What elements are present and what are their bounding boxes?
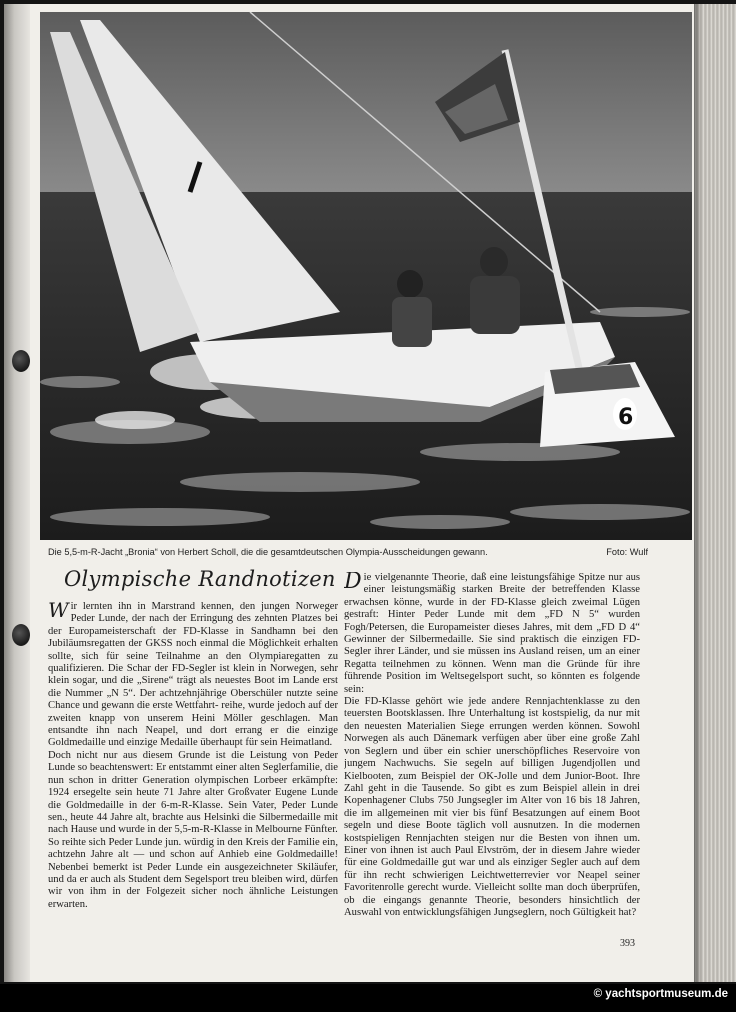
article-column-left — [48, 601, 338, 931]
photo-credit: Foto: Wulf — [606, 547, 648, 557]
article-title: Olympische Randnotizen — [64, 567, 336, 591]
paragraph: ir lernten ihn in Marstrand kennen, den jungen Norweger Peder Lunde, der nach der Erringung des zehnten Platzes bei der Europameisterschaft der FD-Klasse in Sandhamn bei den Jubiläumsregatten der GKSS noch einmal die Möglichkeit erhalten sollte, sich für seine Teilnahme an den Olympiaregatten zu qualifizieren. Die Schar der FD-Segler ist klein in Norwegen, sehr klein sogar, und die „Sirene“ trägt als neuestes Boot im Lande erst die Nummer „N 5“. Der achtzehnjährige Oberschüler nutzte seine Chance und gewann die erste Wettfahrt- reihe, wurde jedoch auf der zweiten knapp von unserem Heini Möller geschlagen. Man entsandte ihn nach Neapel, und dort errang er die einzige Goldmedaille und einzige Medaille überhaupt für sein Heimatland. — [48, 601, 338, 749]
drop-cap: D — [344, 572, 362, 594]
watermark: © yachtsportmuseum.de — [593, 988, 728, 1000]
sailing-photo — [40, 12, 692, 540]
photo-caption — [48, 547, 648, 561]
paragraph: Die FD-Klasse gehört wie jede andere Rennjachtenklasse zu den teuersten Bootsklassen. Ihre Unterhaltung ist kostspielig, da nur mit den neuesten Materialien Siege errungen werden können. Sowohl Norwegen als auch Dänemark verfügen aber über eine große Zahl von Seglern und über ein schier unerschöpfliches Reservoire von jungem Nachwuchs. Sie segeln auf billigen Jugendjollen und Kielbooten, zum Beispiel der OK-Jolle und dem Junior-Boot. Ihre Zahl geht in die Tausende. So gibt es zum Beispiel allein in drei Kopenhagener Clubs 750 Jungsegler im Alter von 16 bis 18 Jahren, die im allgemeinen mit vier bis fünf Besatzungen auf einem Boot segeln und diese Boote täglich voll ausnutzen. In die modernen kostspieligen Rennjachten steigen nur die Besten von ihnen um. Einer von ihnen ist auch Paul Elvström, der in diesem Jahre wieder für eine Goldmedaille gut war und als einziger Segler auch auf dem für ihn recht schwierigen Leichtwetterrevier vor Neapel seiner Favoritenrolle gerecht wurde. Vielleicht sollte man doch überprüfen, ob die eingangs genannte Theorie, besonders hinsichtlich der Auswahl von entwicklungsfähigen Jungseglern, noch Gültigkeit hat? — [344, 696, 640, 918]
page-gutter — [4, 4, 30, 982]
article-column-right — [344, 572, 640, 932]
binding-hole — [12, 350, 30, 372]
paragraph: Doch nicht nur aus diesem Grunde ist die Leistung von Peder Lunde so beachtenswert: Er entstammt einer alten Seglerfamilie, die nun schon in dritter Generation olympischen Lorbeer erkämpfte: 1924 ersegelte sein heute 71 Jahre alter Großvater Eugene Lunde die Goldmedaille in der 6-m-R-Klasse. Sein Vater, Peder Lunde sen., heute 44 Jahre alt, brachte aus Helsinki die Silbermedaille mit nach Hause und wurde in der 5,5-m-R-Klasse in Melbourne Fünfter. — [48, 749, 338, 836]
magazine-page — [4, 4, 694, 982]
page-number: 393 — [620, 938, 635, 949]
buoy-number: 6 — [618, 405, 634, 430]
paragraph: So reihte sich Peder Lunde jun. würdig in den Kreis der Familie ein, achtzehn Jahre alt — und schon auf Anhieb eine Goldmedaille! Nebenbei bemerkt ist Peder Lunde ein ausgezeichneter Skiläufer, und da er auch als Student dem Segelsport treu bleiben wird, dürfen wir von ihm in der Folgezeit sicher noch ähnliche Leistungen erwarten. — [48, 836, 338, 910]
drop-cap: W — [48, 601, 69, 622]
paragraph: ie vielgenannte Theorie, daß eine leistungsfähige Spitze nur aus einer leistungsmäßig starken Breite der betreffenden Klasse erwachsen könne, wurde in der FD-Klasse gleich zweimal Lügen gestraft: Hinter Peder Lunde mit dem „FD N 5“ wurden Fogh/Petersen, die Europameister dieses Jahres, mit dem „FD D 4“ Gewinner der Silbermedaille. Sie sind praktisch die einzigen FD-Segler ihrer Länder, und sie müssen ins Ausland reisen, um an einer Regatta teilnehmen zu können. Wenn man die Gründe für ihre führende Position im Weltsegelsport sucht, so könnten es folgende sein: — [344, 572, 640, 695]
yacht-illustration — [40, 12, 692, 540]
caption-text: Die 5,5-m-R-Jacht „Bronia“ von Herbert Scholl, die die gesamtdeutschen Olympia-Ausscheidungen gewann. — [48, 547, 488, 557]
binding-hole — [12, 624, 30, 646]
